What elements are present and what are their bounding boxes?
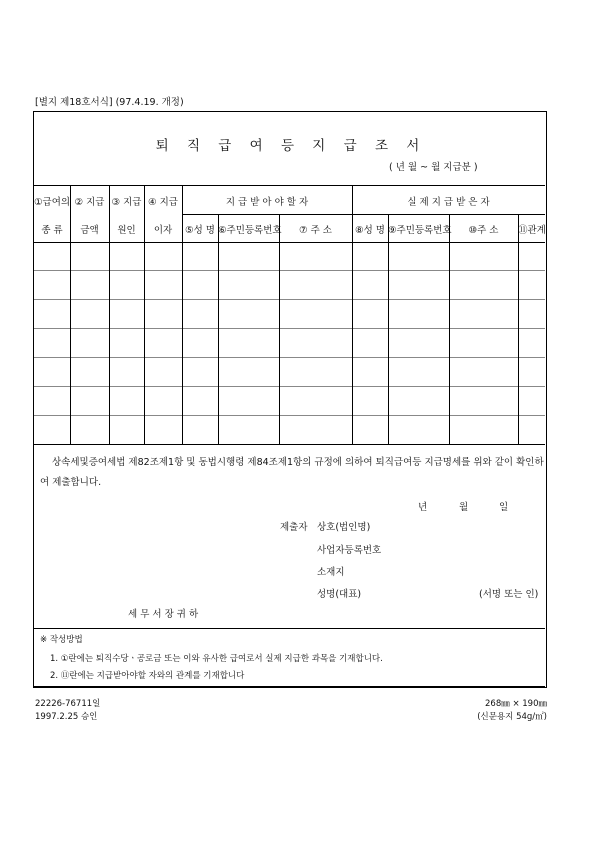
col-name-due: ⑤성 명	[185, 225, 215, 236]
col-address-due: ⑦ 주 소	[299, 225, 332, 236]
submitter-company: 상호(법인명)	[317, 522, 371, 533]
col-relation: ⑪관계	[518, 225, 546, 236]
submitter-label: 제출자	[280, 522, 308, 533]
paper-size: 268㎜ × 190㎜	[485, 699, 547, 709]
col-resident-no-actual: ⑨주민등록번호	[388, 225, 452, 236]
payment-period: ( 년 월 ~ 월 지급분 )	[389, 162, 478, 173]
instruction-item-2: 2. ⑪란에는 지급받아야할 자와의 관계를 기재합니다	[50, 671, 245, 681]
approval-date: 1997.2.25 승인	[35, 712, 98, 722]
form-code: 22226-76711일	[35, 699, 101, 709]
group-payee-due: 지 급 받 아 야 할 자	[225, 197, 309, 208]
col-reason-top: ③ 지급	[111, 197, 142, 208]
col-amount-top: ② 지급	[74, 197, 105, 208]
col-amount-bottom: 금액	[80, 225, 99, 236]
col-reason-bottom: 원인	[117, 225, 136, 236]
date-year: 년	[418, 502, 428, 513]
statement-line-1: 상속세및증여세법 제82조제1항 및 동법시행령 제84조제1항의 규정에 의하여 퇴직급여등 지급명세를 위와 같이 확인하	[52, 457, 544, 468]
col-address-actual: ⑩주 소	[468, 225, 499, 236]
form-number-note: [별지 제18호서식] (97.4.19. 개정)	[35, 97, 184, 108]
paper-type: (신문용지 54g/㎡)	[477, 712, 547, 722]
col-interest-bottom: 이자	[153, 225, 173, 236]
submitter-address: 소재지	[317, 567, 345, 578]
col-name-actual: ⑧성 명	[355, 225, 385, 236]
submitter-name: 성명(대표)	[317, 589, 362, 600]
statement-line-2: 여 제출합니다.	[40, 477, 102, 488]
group-payee-actual: 실 제 지 급 받 은 자	[407, 197, 490, 208]
signature-note: (서명 또는 인)	[479, 589, 539, 600]
instructions-heading: ※ 작성방법	[40, 635, 83, 645]
withholding-form	[33, 111, 547, 688]
form-title: 퇴 직 급 여 등 지 급 조 서	[155, 138, 427, 154]
recipient-tax-office: 세 무 서 장 귀 하	[128, 609, 199, 620]
instruction-item-1: 1. ①란에는 퇴직수당ㆍ공로금 또는 이와 유사한 급여로서 실제 지급한 과목을 기재합니다.	[50, 654, 383, 664]
submitter-biz-no: 사업자등록번호	[317, 545, 382, 556]
col-pay-type-top: ①급여의	[34, 197, 71, 208]
col-pay-type-bottom: 종 류	[41, 225, 63, 236]
col-interest-top: ④ 지급	[148, 197, 178, 208]
col-resident-no-due: ⑥주민등록번호	[218, 225, 282, 236]
date-day: 일	[499, 502, 509, 513]
date-month: 월	[459, 502, 469, 513]
